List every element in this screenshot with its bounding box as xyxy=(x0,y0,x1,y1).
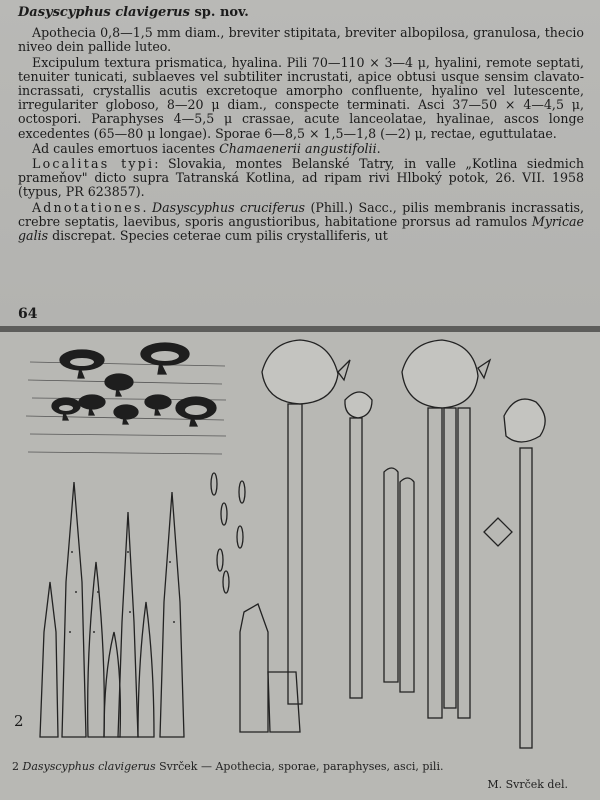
locality-text: : Slovakia, montes Belanské Tatry, in valle „Kotlina siedmich prameňov" dicto supra Tatranská Kotlina, ad ripam rivi Hlboký potok, 26. VII. 1958 (typus, PR 623857). xyxy=(18,156,585,200)
caption-rest: Svrček — Apothecia, sporae, paraphyses, asci, pili. xyxy=(155,760,444,773)
figure-drawing xyxy=(0,332,600,800)
paragraph-notes xyxy=(18,201,584,244)
notes-dot: . xyxy=(142,199,153,215)
substrate-host: Chamaenerii angustifolii xyxy=(219,140,377,156)
paragraph-apothecia: Apothecia 0,8—1,5 mm diam., breviter stipitata, breviter albopilosa, granulosa, thecio niveo dein pallide luteo. xyxy=(18,25,584,55)
figure-caption xyxy=(12,760,443,773)
notes-mid: (Phill.) Sacc., pilis membranis incrassatis, crebre septatis, laevibus, sporis angustioribus, habitatione prorsus ad ramulos xyxy=(18,199,584,229)
species-name: Dasyscyphus clavigerus xyxy=(18,5,190,20)
notes-end: discrepat. Species ceterae cum pilis crystalliferis, ut xyxy=(48,228,388,244)
locality-label: Localitas typi xyxy=(32,156,155,172)
paragraph-excipulum: Excipulum textura prismatica, hyalina. Pili 70—110 × 3—4 μ, hyalini, remote septati, tenuiter tunicati, sublaeves vel subtiliter incrustati, apice obtusi usque sensim clavato-incrassati, crystallis acutis excretoque amorpho confluente, hyalino vel lutescente, irregulariter globoso, 8—20 μ diam., conspecte terminati. Asci 37—50 × 4—4,5 μ, octospori. Paraphyses 4—5,5 μ crassae, acute lanceolatae, hyalinae, ascos longe excedentes (65—80 μ longae). Sporae 6—8,5 × 1,5—1,8 (—2) μ, rectae, eguttulatae. xyxy=(18,54,584,141)
figure-credit: M. Svrček del. xyxy=(487,778,568,791)
species-heading xyxy=(18,6,584,20)
notes-host: Myricae galis xyxy=(18,213,584,244)
figure-plate xyxy=(0,332,600,800)
notes-species: Dasyscyphus cruciferus xyxy=(152,199,306,215)
caption-species: Dasyscyphus clavigerus xyxy=(22,760,156,773)
text-block xyxy=(18,6,584,243)
caption-number: 2 xyxy=(12,760,23,773)
paragraph-locality xyxy=(18,157,584,200)
species-suffix: sp. nov. xyxy=(189,5,249,20)
page-number: 64 xyxy=(18,306,38,322)
substrate-lead: Ad caules emortuos iacentes xyxy=(32,140,220,156)
figure-number: 2 xyxy=(14,712,24,730)
paraphyses-drawing xyxy=(40,482,184,737)
substrate-end: . xyxy=(376,140,381,156)
paragraph-substrate xyxy=(18,142,584,156)
spores-drawing xyxy=(211,473,245,593)
notes-label: Adnotationes xyxy=(32,199,143,215)
hairs-drawing xyxy=(240,340,545,748)
